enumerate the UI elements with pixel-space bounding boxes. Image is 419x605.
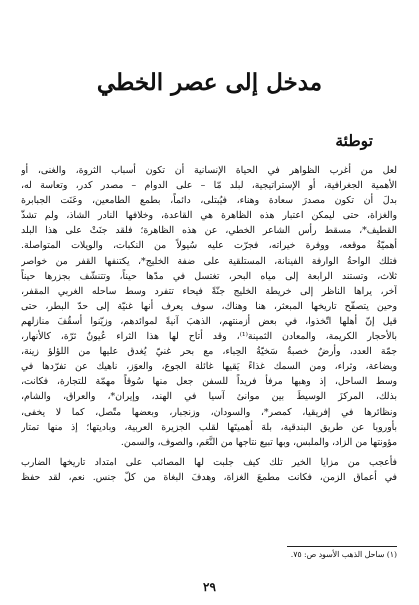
text-line: مؤونتها من الزاد، والملبس، وبها تبيع نتاجها من النَّعَم، والصوف، والسمن. — [120, 436, 397, 448]
text-line: بأوروبا عن طريق البندقية، بلهَ أهميتَها لقلب الجزيرة العربية، وباديتها؛ إذ منها تمتار — [21, 421, 397, 433]
footnote: (١) ساحل الذهب الأسود ص: ٧٥. — [290, 550, 397, 559]
text-line: بالأحجار الكريمة، والمعادن الثمينة⁽¹⁾، وقد أتاح لها هذا الثراء عُيونٌ ثرّة، كالأنهار، — [21, 331, 397, 343]
text-line: وسط الساحل، إذ وهبها مرفأً فريداً للسفن جعل منها سُوقاً مهمّة للتجارة، فكانت، — [21, 376, 397, 388]
text-line: في أعماق الزمن، فكانت مطمعَ الغزاة، وهدفَ البغاة من كلّ جنس. نعم، لقد حفظ — [21, 471, 397, 483]
text-line: جمّة العدد، وأرضٌ خصبةٌ سَخيّةُ الحِباء، مع بحر غنيّ يُغدق عليها من اللؤلؤ زينة، — [21, 346, 397, 358]
text-line: فتلك الواحةُ الوارفة الفينانة، المستلقية على ضفة الخليج*، يكتنفها القفر من خواصر — [21, 255, 397, 267]
text-line: القطيف*، مسقط رأس الشاعر الخطي، عن هذه الظاهرة؛ فلقد جنَتْ على هذا البلد — [21, 225, 397, 237]
text-line: فأعجب من مزايا الخير تلك كيف جلبت لها المصائب على امتداد تاريخها الضارب — [21, 456, 397, 468]
body-text — [21, 163, 397, 485]
text-line: الأهمية الجغرافية، أو الإستراتيجية، لبلد مّا – على الدوام – مصدر كدر، وتعاسة له، — [21, 180, 397, 192]
text-line: آخر، يراها الناظر إلى خريطة الخليج جنّةً فيحاء تتفرد وسط ساحله الغربي المقفر، — [21, 285, 397, 297]
text-line: بدلَ أن تكون مصدرَ سعادة وهناء، فيُبتلى، دائماً، بطمع الطامعين، وعَنَت الجبابرة — [21, 195, 397, 207]
section-heading: توطئة — [335, 131, 373, 150]
text-line: وحين يتصفّح تاريخها المبعثر، هنا وهناك، سوف يعرف أنها غنيّة إلى حدّ البطر، حتى — [21, 300, 397, 312]
text-line: أهميّةُ موقعه، ووفرة خيراته، فجرّت عليه سُيولاً من النكبات، والويلات المتواصلة. — [21, 240, 397, 252]
text-line: ونظائرها في إفريقيا، كمصر*، والسودان، وزنجبار، وبعضها متّصل، كما لا يخفى، — [21, 406, 397, 418]
text-line: وبضاعة، وثراء، ومن السمك غذاءً يَقيها غائلة الجوع، والعوَز، ناهيك عن تفرّدها في — [21, 361, 397, 373]
text-line: ثلاث، وتستند الرابعة إلى مياه البحر، تغتسل في مدّها حيناً، وتتنشّف بجزرها حيناً — [21, 270, 397, 282]
text-line: والغزاة، حتى ليمكن اعتبار هذه الظاهرة هي القاعدة، وخلافها النادر الشاذ، ولم تشذّ — [21, 210, 397, 222]
page-number: ٢٩ — [203, 580, 216, 594]
chapter-title: مدخل إلى عصر الخطي — [96, 69, 323, 96]
paragraph — [21, 455, 397, 485]
paragraph — [21, 163, 397, 450]
text-line: قيل إنّ أهلها اتّخذوا، في بعض أزمنتهم، الذهبَ آنيةً لموائدهم، وزيّنوا أسقُفَ منازلهم — [21, 315, 397, 327]
footnote-divider — [287, 546, 397, 547]
text-line: لعل من أغرب الظواهر في الحياة الإنسانية أن تكون أسباب الثروة، والغنى، أو — [21, 165, 397, 176]
text-line: بذلك، المركزَ الوسيطَ بين موانئ آسيا في الهند، وإيران*، والعراق، والشام، — [21, 391, 397, 403]
